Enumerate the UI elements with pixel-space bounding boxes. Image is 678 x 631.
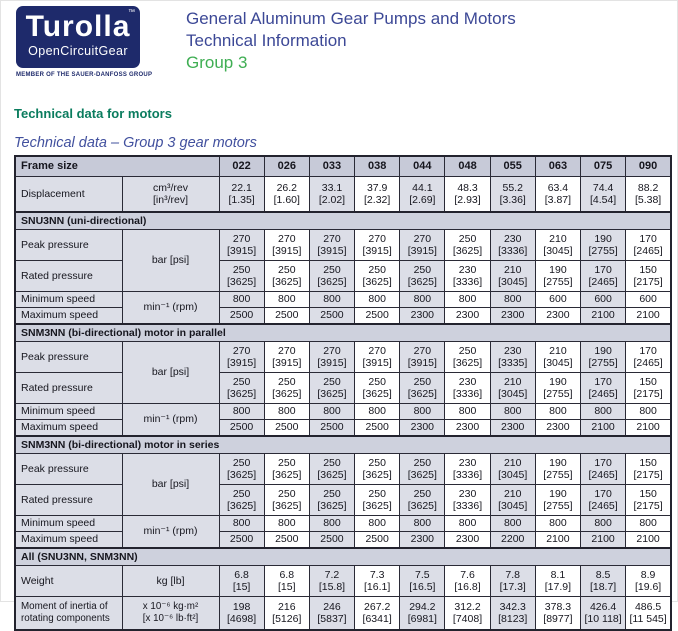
data-cell: 800 [581,404,626,420]
logo-member-line: MEMBER OF THE SAUER-DANFOSS GROUP [16,72,153,78]
data-cell: 2300 [445,308,490,325]
data-cell: 230 [3336] [490,230,535,261]
data-cell: 2100 [535,532,580,549]
data-cell: 800 [355,516,400,532]
data-cell: 270 [3915] [264,342,309,373]
data-cell: 2500 [355,308,400,325]
data-cell: 2500 [219,532,264,549]
data-cell: 250 [3625] [219,261,264,292]
data-cell: 150 [2175] [626,454,671,485]
unit-cell: min⁻¹ (rpm) [122,404,219,437]
data-cell: 37.9 [2.32] [355,177,400,213]
column-header-026: 026 [264,156,309,177]
logo-wordmark: Turolla [25,10,131,43]
technical-data-table [14,155,672,631]
data-cell: 230 [3336] [445,261,490,292]
data-cell: 270 [3915] [264,230,309,261]
data-cell: 250 [3625] [400,261,445,292]
data-cell: 294.2 [6981] [400,597,445,631]
data-cell: 8.5 [18.7] [581,566,626,597]
column-header-022: 022 [219,156,264,177]
data-cell: 246 [5837] [309,597,354,631]
data-cell: 270 [3915] [219,342,264,373]
table-row [15,373,671,404]
technical-data-table-wrapper [14,155,672,631]
table-row [15,532,671,549]
data-cell: 190 [2755] [581,230,626,261]
data-cell: 26.2 [1.60] [264,177,309,213]
data-cell: 216 [5126] [264,597,309,631]
data-cell: 44.1 [2.69] [400,177,445,213]
table-row [15,324,671,342]
data-cell: 800 [400,292,445,308]
data-cell: 2500 [309,420,354,437]
data-cell: 150 [2175] [626,485,671,516]
data-cell: 800 [309,292,354,308]
data-cell: 800 [400,404,445,420]
table-row [15,230,671,261]
section-heading: Technical data for motors [14,106,172,121]
unit-cell: min⁻¹ (rpm) [122,292,219,325]
data-cell: 800 [355,292,400,308]
section-header: SNU3NN (uni-directional) [15,212,671,230]
row-label-displacement: Displacement [15,177,122,213]
data-cell: 250 [3625] [355,485,400,516]
column-header-090: 090 [626,156,671,177]
table-caption: Technical data – Group 3 gear motors [14,135,257,151]
unit-cell: min⁻¹ (rpm) [122,516,219,549]
data-cell: 190 [2755] [581,342,626,373]
data-cell: 2500 [264,532,309,549]
table-body [15,156,671,630]
data-cell: 170 [2465] [581,454,626,485]
data-cell: 210 [3045] [490,373,535,404]
row-label: Peak pressure [15,454,122,485]
row-label: Maximum speed [15,532,122,549]
data-cell: 33.1 [2.02] [309,177,354,213]
table-row [15,292,671,308]
data-cell: 270 [3915] [309,230,354,261]
data-cell: 800 [445,292,490,308]
row-label: Weight [15,566,122,597]
data-cell: 2500 [309,532,354,549]
data-cell: 2300 [445,532,490,549]
data-cell: 250 [3625] [219,373,264,404]
title-line-2: Technical Information [186,31,347,50]
data-cell: 2300 [490,308,535,325]
data-cell: 230 [3335] [490,342,535,373]
table-row [15,548,671,566]
data-cell: 2500 [309,308,354,325]
section-header: SNM3NN (bi-directional) motor in parallel [15,324,671,342]
data-cell: 250 [3625] [264,261,309,292]
data-cell: 170 [2465] [581,373,626,404]
data-cell: 190 [2755] [535,485,580,516]
data-cell: 800 [355,404,400,420]
data-cell: 800 [309,516,354,532]
title-line-1: General Aluminum Gear Pumps and Motors [186,9,516,28]
table-row [15,436,671,454]
data-cell: 2300 [445,420,490,437]
column-header-055: 055 [490,156,535,177]
row-label: Minimum speed [15,516,122,532]
trademark-symbol: ™ [128,9,135,16]
data-cell: 2500 [219,420,264,437]
data-cell: 250 [3625] [309,261,354,292]
data-cell: 74.4 [4.54] [581,177,626,213]
data-cell: 7.2 [15.8] [309,566,354,597]
data-cell: 250 [3625] [445,230,490,261]
table-row [15,454,671,485]
unit-cell: bar [psi] [122,230,219,292]
data-cell: 2500 [264,420,309,437]
data-cell: 250 [3625] [264,485,309,516]
data-cell: 6.8 [15] [264,566,309,597]
data-cell: 2500 [264,308,309,325]
data-cell: 190 [2755] [535,454,580,485]
data-cell: 250 [3625] [219,454,264,485]
unit-cell: kg [lb] [122,566,219,597]
data-cell: 250 [3625] [219,485,264,516]
data-cell: 2500 [355,420,400,437]
unit-cell: bar [psi] [122,342,219,404]
data-cell: 63.4 [3.87] [535,177,580,213]
data-cell: 7.8 [17.3] [490,566,535,597]
data-cell: 342.3 [8123] [490,597,535,631]
row-label: Minimum speed [15,292,122,308]
data-cell: 250 [3625] [264,373,309,404]
data-cell: 270 [3915] [400,230,445,261]
data-cell: 230 [3336] [445,485,490,516]
data-cell: 800 [490,516,535,532]
data-cell: 190 [2755] [535,261,580,292]
table-row [15,261,671,292]
data-cell: 800 [264,404,309,420]
data-cell: 267.2 [6341] [355,597,400,631]
column-header-048: 048 [445,156,490,177]
data-cell: 2100 [581,420,626,437]
data-cell: 150 [2175] [626,373,671,404]
table-row [15,177,671,213]
logo-subtitle: OpenCircuitGear [28,44,128,58]
data-cell: 210 [3045] [490,454,535,485]
row-label: Rated pressure [15,485,122,516]
row-label: Peak pressure [15,230,122,261]
data-cell: 2100 [626,420,671,437]
data-cell: 8.1 [17.9] [535,566,580,597]
table-row [15,420,671,437]
data-cell: 800 [445,404,490,420]
data-cell: 486.5 [11 545] [626,597,671,631]
data-cell: 6.8 [15] [219,566,264,597]
data-cell: 2100 [581,308,626,325]
data-cell: 800 [264,516,309,532]
table-row [15,342,671,373]
data-cell: 2100 [626,532,671,549]
table-row [15,516,671,532]
data-cell: 800 [626,516,671,532]
table-row [15,156,671,177]
data-cell: 170 [2465] [626,342,671,373]
data-cell: 210 [3045] [490,261,535,292]
data-cell: 270 [3915] [309,342,354,373]
data-cell: 800 [535,404,580,420]
data-cell: 800 [626,404,671,420]
data-cell: 88.2 [5.38] [626,177,671,213]
section-header: All (SNU3NN, SNM3NN) [15,548,671,566]
data-cell: 800 [309,404,354,420]
data-cell: 800 [445,516,490,532]
data-cell: 800 [581,516,626,532]
data-cell: 190 [2755] [535,373,580,404]
row-label: Moment of inertia of rotating components [15,597,122,631]
data-cell: 250 [3625] [445,342,490,373]
data-cell: 250 [3625] [400,373,445,404]
data-cell: 800 [219,404,264,420]
data-cell: 250 [3625] [309,454,354,485]
turolla-logo [16,6,140,68]
data-cell: 230 [3336] [445,373,490,404]
data-cell: 800 [219,292,264,308]
data-cell: 55.2 [3.36] [490,177,535,213]
unit-cell: cm³/rev [in³/rev] [122,177,219,213]
data-cell: 2500 [355,532,400,549]
data-cell: 7.5 [16.5] [400,566,445,597]
data-cell: 600 [581,292,626,308]
data-cell: 210 [3045] [535,230,580,261]
data-cell: 2100 [581,532,626,549]
data-cell: 2300 [535,420,580,437]
column-header-063: 063 [535,156,580,177]
data-cell: 800 [400,516,445,532]
data-cell: 2300 [400,420,445,437]
data-cell: 270 [3915] [355,342,400,373]
data-cell: 250 [3625] [355,373,400,404]
row-label: Maximum speed [15,420,122,437]
data-cell: 270 [3915] [355,230,400,261]
data-cell: 198 [4698] [219,597,264,631]
table-row [15,566,671,597]
data-cell: 2300 [400,532,445,549]
data-cell: 800 [490,404,535,420]
data-cell: 210 [3045] [490,485,535,516]
column-header-075: 075 [581,156,626,177]
data-cell: 250 [3625] [400,454,445,485]
table-row [15,212,671,230]
row-label: Rated pressure [15,261,122,292]
unit-cell: x 10⁻⁶ kg·m² [x 10⁻⁶ lb·ft²] [122,597,219,631]
data-cell: 2300 [535,308,580,325]
section-header: SNM3NN (bi-directional) motor in series [15,436,671,454]
data-cell: 2100 [626,308,671,325]
data-cell: 250 [3625] [309,485,354,516]
data-cell: 270 [3915] [400,342,445,373]
table-row [15,404,671,420]
row-label: Peak pressure [15,342,122,373]
data-cell: 800 [264,292,309,308]
data-cell: 170 [2465] [581,485,626,516]
data-cell: 2300 [490,420,535,437]
data-cell: 2500 [219,308,264,325]
data-cell: 48.3 [2.93] [445,177,490,213]
data-cell: 600 [535,292,580,308]
data-cell: 378.3 [8977] [535,597,580,631]
data-cell: 22.1 [1.35] [219,177,264,213]
data-cell: 7.6 [16.8] [445,566,490,597]
data-cell: 170 [2465] [581,261,626,292]
group-label: Group 3 [186,53,248,72]
data-cell: 800 [490,292,535,308]
data-cell: 7.3 [16.1] [355,566,400,597]
data-cell: 600 [626,292,671,308]
data-cell: 210 [3045] [535,342,580,373]
row-label: Rated pressure [15,373,122,404]
data-cell: 250 [3625] [355,261,400,292]
data-cell: 150 [2175] [626,261,671,292]
column-header-044: 044 [400,156,445,177]
row-label: Minimum speed [15,404,122,420]
table-row [15,308,671,325]
frame-size-header: Frame size [15,156,219,177]
data-cell: 2200 [490,532,535,549]
column-header-033: 033 [309,156,354,177]
data-cell: 312.2 [7408] [445,597,490,631]
data-cell: 170 [2465] [626,230,671,261]
data-cell: 800 [535,516,580,532]
data-cell: 250 [3625] [400,485,445,516]
data-cell: 230 [3336] [445,454,490,485]
row-label: Maximum speed [15,308,122,325]
data-cell: 426.4 [10 118] [581,597,626,631]
data-cell: 250 [3625] [264,454,309,485]
data-cell: 8.9 [19.6] [626,566,671,597]
column-header-038: 038 [355,156,400,177]
data-cell: 250 [3625] [355,454,400,485]
document-title [186,8,516,74]
data-cell: 2300 [400,308,445,325]
unit-cell: bar [psi] [122,454,219,516]
table-row [15,485,671,516]
data-cell: 250 [3625] [309,373,354,404]
data-cell: 270 [3915] [219,230,264,261]
data-cell: 800 [219,516,264,532]
